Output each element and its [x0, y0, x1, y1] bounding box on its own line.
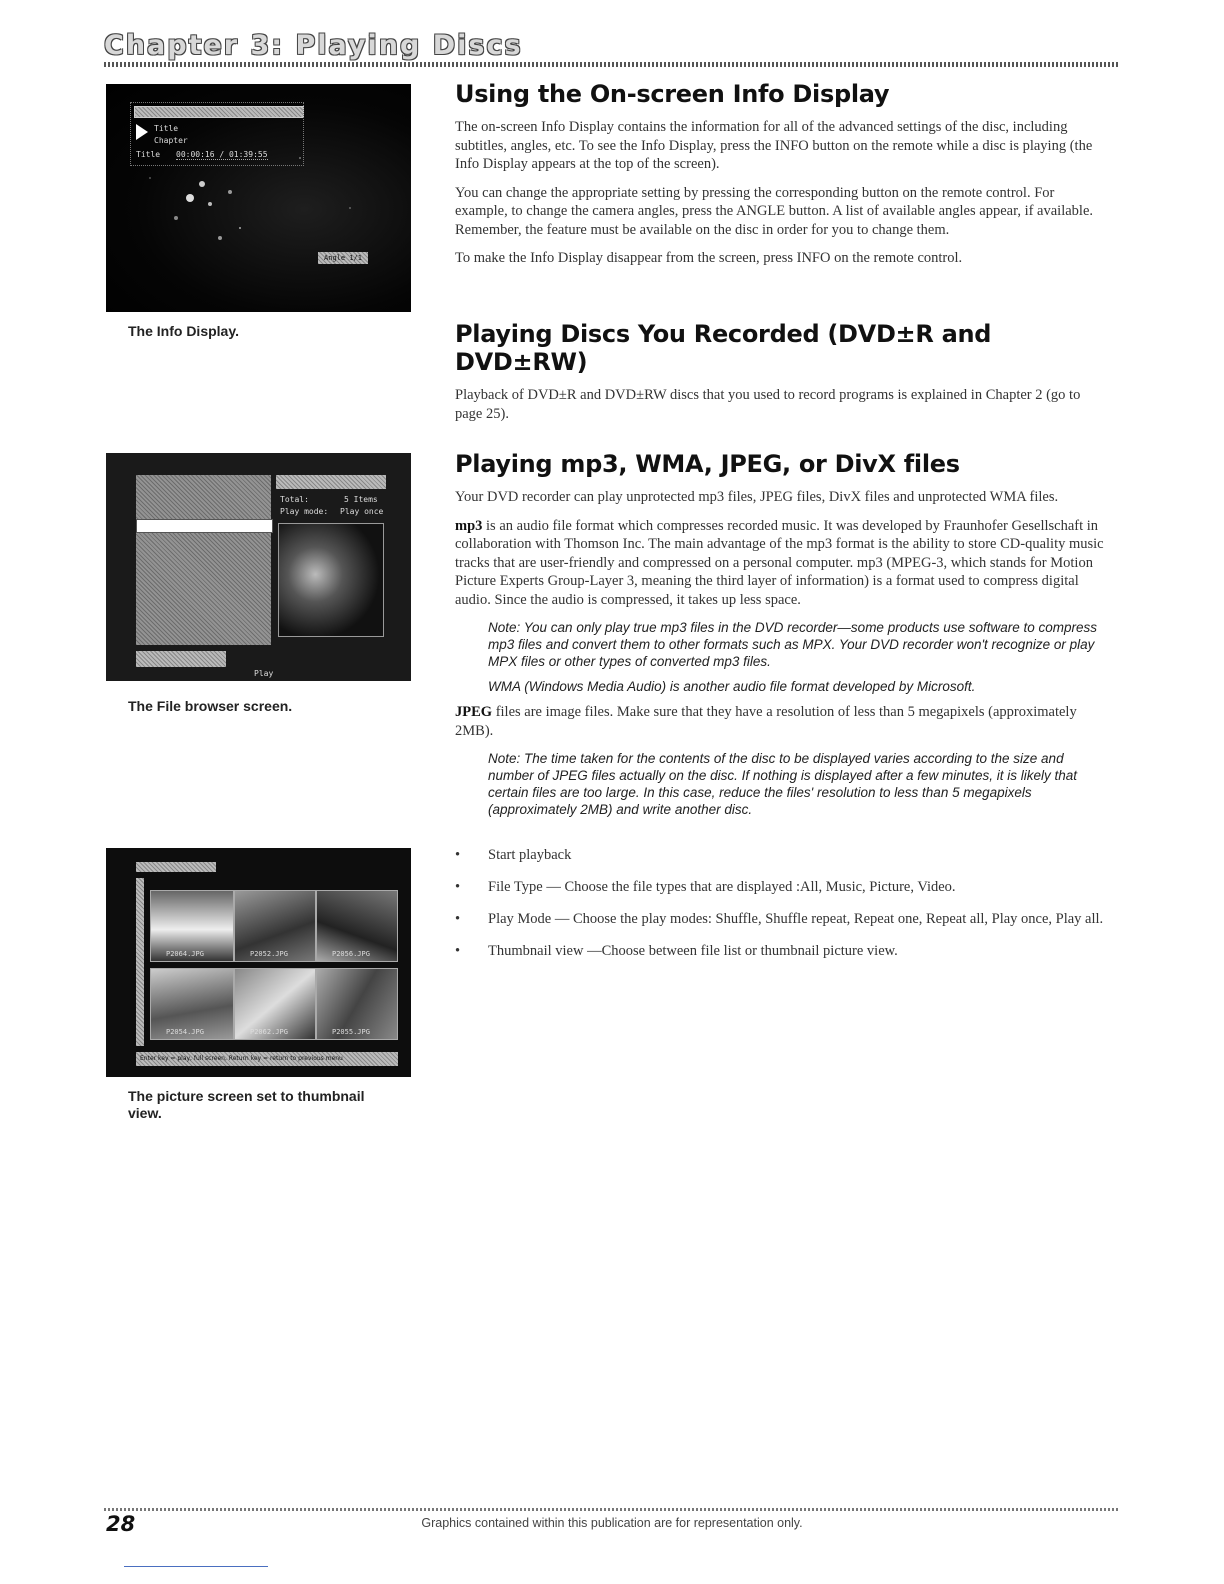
info-heading: Using the On-screen Info Display — [455, 80, 890, 108]
thumb-3-label: P2056.JPG — [332, 950, 370, 958]
file-list-panel — [136, 475, 271, 645]
file-type-icons — [136, 651, 226, 667]
chapter-title: Chapter 3: Playing Discs — [104, 30, 523, 61]
wma-note: WMA (Windows Media Audio) is another audio file format developed by Microsoft. — [488, 679, 976, 694]
info-bar-outline — [130, 102, 304, 166]
info-chapter-label: Chapter — [154, 136, 188, 145]
angle-badge-text: Angle 1/1 — [324, 254, 362, 262]
file-browser-caption: The File browser screen. — [128, 698, 293, 714]
info-display-caption: The Info Display. — [128, 323, 239, 339]
help-text: Enter key = play, full screen, Return key = return to previous menu — [140, 1055, 343, 1062]
jpeg-note: Note: The time taken for the contents of the disc to be displayed varies according to the size and number of JPEG files actually on the disc. If nothing is displayed after a few minutes, it is likely that certain files are too large. In this case, reduce the files' resolution to less than 5 megapixels (approximately 2MB) and write another disc. — [488, 751, 1078, 817]
recorded-section — [455, 320, 1105, 423]
info-paragraph-2: You can change the appropriate setting by pressing the corresponding button on the remote control. For example, to change the camera angles, press the ANGLE button. A list of available angles appear, if available. Remember, the feature must be available on the disc in order for you to change them. — [455, 184, 1093, 238]
thumb-2-label: P2052.JPG — [250, 950, 288, 958]
help-bar — [136, 1052, 398, 1066]
mp3-note: Note: You can only play true mp3 files in the DVD recorder—some products use software to compress mp3 files and convert them to other formats such as MPX. Your DVD recorder won't recognize or play MPX files or other types of converted mp3 files. — [488, 620, 1098, 669]
header-rule — [104, 62, 1118, 67]
files-heading: Playing mp3, WMA, JPEG, or DivX files — [455, 450, 960, 478]
footer-rule — [104, 1508, 1118, 1511]
mp3-text: is an audio file format which compresses recorded music. It was developed by Fraunhofer Gesellschaft in collaboration with Thomson Inc. The main advantage of the mp3 format is the ability to store CD-quality music tracks that are user-friendly and compressed on a personal computer. mp3 (MPEG-3, which stands for Motion Picture Experts Group-Layer 3, meaning the third layer of information) is a format used to compress digital audio. Since the audio is compressed, it takes up less space. — [455, 517, 1104, 608]
total-label: Total: — [280, 495, 309, 504]
file-list-selected-row — [136, 519, 273, 533]
list-item: • File Type — Choose the file types that are displayed :All, Music, Picture, Video. — [455, 878, 1105, 897]
jpeg-text: files are image files. Make sure that they have a resolution of less than 5 megapixels (approximately 2MB). — [455, 704, 1077, 739]
info-section — [455, 80, 1105, 268]
thumbnail-screenshot — [106, 848, 411, 1077]
jpeg-term: JPEG — [455, 704, 493, 720]
info-display-screenshot — [106, 84, 411, 312]
info-time: 00:00:16 / 01:39:55 — [176, 150, 268, 159]
files-intro: Your DVD recorder can play unprotected mp3 files, JPEG files, DivX files and unprotected WMA files. — [455, 489, 1059, 505]
footer-accent-line — [124, 1566, 268, 1567]
footer-note: Graphics contained within this publication are for representation only. — [421, 1516, 803, 1530]
thumb-4-label: P2054.JPG — [166, 1028, 204, 1036]
play-mode-value: Play once — [340, 507, 384, 516]
thumb-6-label: P2055.JPG — [332, 1028, 370, 1036]
thumb-5-label: P2062.JPG — [250, 1028, 288, 1036]
play-label: Play — [254, 669, 274, 678]
info-paragraph-3: To make the Info Display disappear from the screen, press INFO on the remote control. — [455, 250, 963, 266]
info-time-label: Title — [136, 150, 161, 159]
list-item: • Play Mode — Choose the play modes: Shuffle, Shuffle repeat, Repeat one, Repeat all, Play once, Play all. — [455, 910, 1105, 929]
list-item: • Thumbnail view —Choose between file list or thumbnail picture view. — [455, 942, 1105, 961]
list-item: • Start playback — [455, 846, 1105, 865]
angle-badge — [318, 252, 368, 264]
scrollbar[interactable] — [136, 878, 144, 1046]
mp3-paragraph — [455, 517, 1105, 610]
thumbnail-title-bar — [136, 862, 216, 872]
recorded-paragraph: Playback of DVD±R and DVD±RW discs that you used to record programs is explained in Chapter 2 (go to page 25). — [455, 387, 1081, 422]
feature-list — [455, 846, 1105, 961]
info-paragraph-1: The on-screen Info Display contains the information for all of the advanced settings of the disc, including subtitles, angles, etc. To see the Info Display, press the INFO button on the remote while a disc is playing (the Info Display appears at the top of the screen). — [455, 119, 1093, 172]
total-value: 5 Items — [344, 495, 378, 504]
info-title-label: Title — [154, 124, 179, 133]
starfield — [186, 194, 194, 202]
page-number: 28 — [106, 1512, 136, 1536]
preview-image — [278, 523, 384, 637]
play-mode-label: Play mode: — [280, 507, 329, 516]
thumbnail-caption: The picture screen set to thumbnail view. — [128, 1088, 365, 1121]
recorded-heading: Playing Discs You Recorded (DVD±R and DVD±RW) — [455, 320, 992, 376]
file-browser-title-bar — [276, 475, 386, 489]
files-section — [455, 450, 1105, 961]
mp3-term: mp3 — [455, 517, 483, 534]
thumb-1-label: P2064.JPG — [166, 950, 204, 958]
file-browser-screenshot — [106, 453, 411, 681]
jpeg-paragraph — [455, 703, 1105, 740]
